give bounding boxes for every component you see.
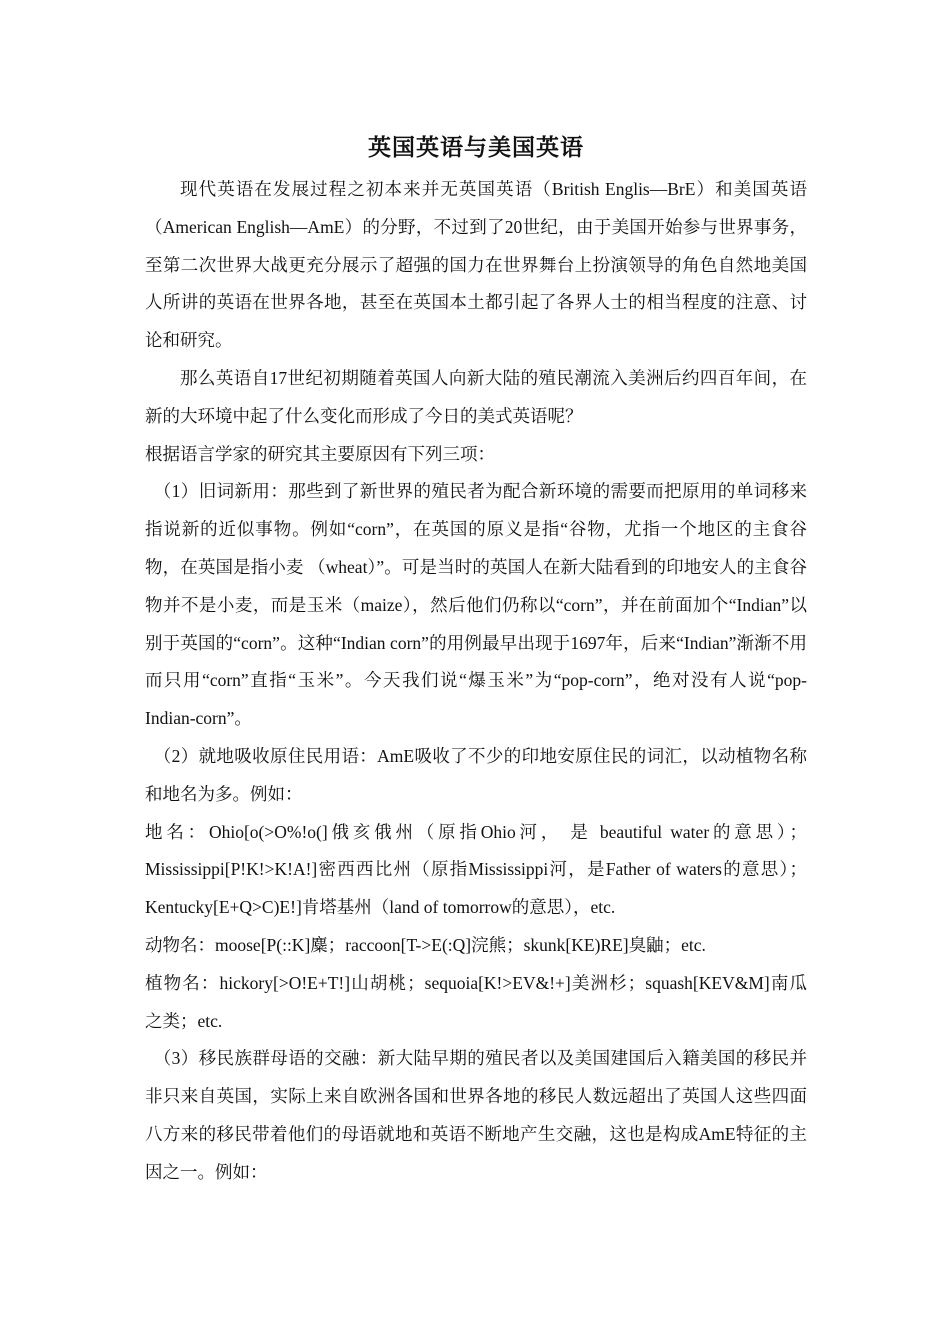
paragraph-reason-3: （3）移民族群母语的交融：新大陆早期的殖民者以及美国建国后入籍美国的移民并非只来自英国，实际上来自欧洲各国和世界各地的移民人数远超出了英国人这些四面八方来的移民带着他们的母语就地和英语不断地产生交融，这也是构成AmE特征的主因之一。例如： (145, 1048, 807, 1182)
document-title: 英国英语与美国英语 (368, 135, 584, 160)
paragraph-intro: 现代英语在发展过程之初本来并无英国英语（British Englis—BrE）和美国英语（American English—AmE）的分野，不过到了20世纪，由于美国开始参与世界事务，至第二次世界大战更充分展示了超强的国力在世界舞台上扮演领导的角色自然地美国人所讲的英语在世界各地，甚至在英国本土都引起了各界人士的相当程度的注意、讨论和研究。 (145, 179, 807, 351)
paragraph-reasons-lead: 根据语言学家的研究其主要原因有下列三项： (145, 443, 495, 464)
paragraph-reason-2: （2）就地吸收原住民用语：AmE吸收了不少的印地安原住民的词汇，以动植物名称和地名为多。例如： (145, 745, 807, 804)
document-page (145, 128, 807, 1192)
paragraph-question: 那么英语自17世纪初期随着英国人向新大陆的殖民潮流入美洲后约四百年间，在新的大环境中起了什么变化而形成了今日的美式英语呢？ (145, 367, 807, 426)
paragraph-animal-names: 动物名：moose[P(::K]麋；raccoon[T->E(:Q]浣熊；skunk[KE)RE]臭鼬；etc. (145, 934, 706, 955)
paragraph-place-names: 地名：Ohio[o(>O%!o(]俄亥俄州（原指Ohio河， 是 beautiful water的意思）；Mississippi[P!K!>K!A!]密西西比州（原指Mississippi河，是Father of waters的意思）；Kentucky[E+Q>C)E!]肯塔基州（land of tomorrow的意思），etc. (145, 821, 807, 918)
paragraph-plant-names: 植物名：hickory[>O!E+T!]山胡桃；sequoia[K!>EV&!+]美洲杉；squash[KEV&M]南瓜之类；etc. (145, 972, 807, 1031)
paragraph-reason-1: （1）旧词新用：那些到了新世界的殖民者为配合新环境的需要而把原用的单词移来指说新的近似事物。例如“corn”，在英国的原义是指“谷物，尤指一个地区的主食谷物，在英国是指小麦 （wheat）”。可是当时的英国人在新大陆看到的印地安人的主食谷物并不是小麦，而是玉米（maize），然后他们仍称以“corn”，并在前面加个“Indian”以别于英国的“corn”。这种“Indian corn”的用例最早出现于1697年，后来“Indian”渐渐不用而只用“corn”直指“玉米”。今天我们说“爆玉米”为“pop-corn”，绝对没有人说“pop-Indian-corn”。 (145, 481, 807, 729)
